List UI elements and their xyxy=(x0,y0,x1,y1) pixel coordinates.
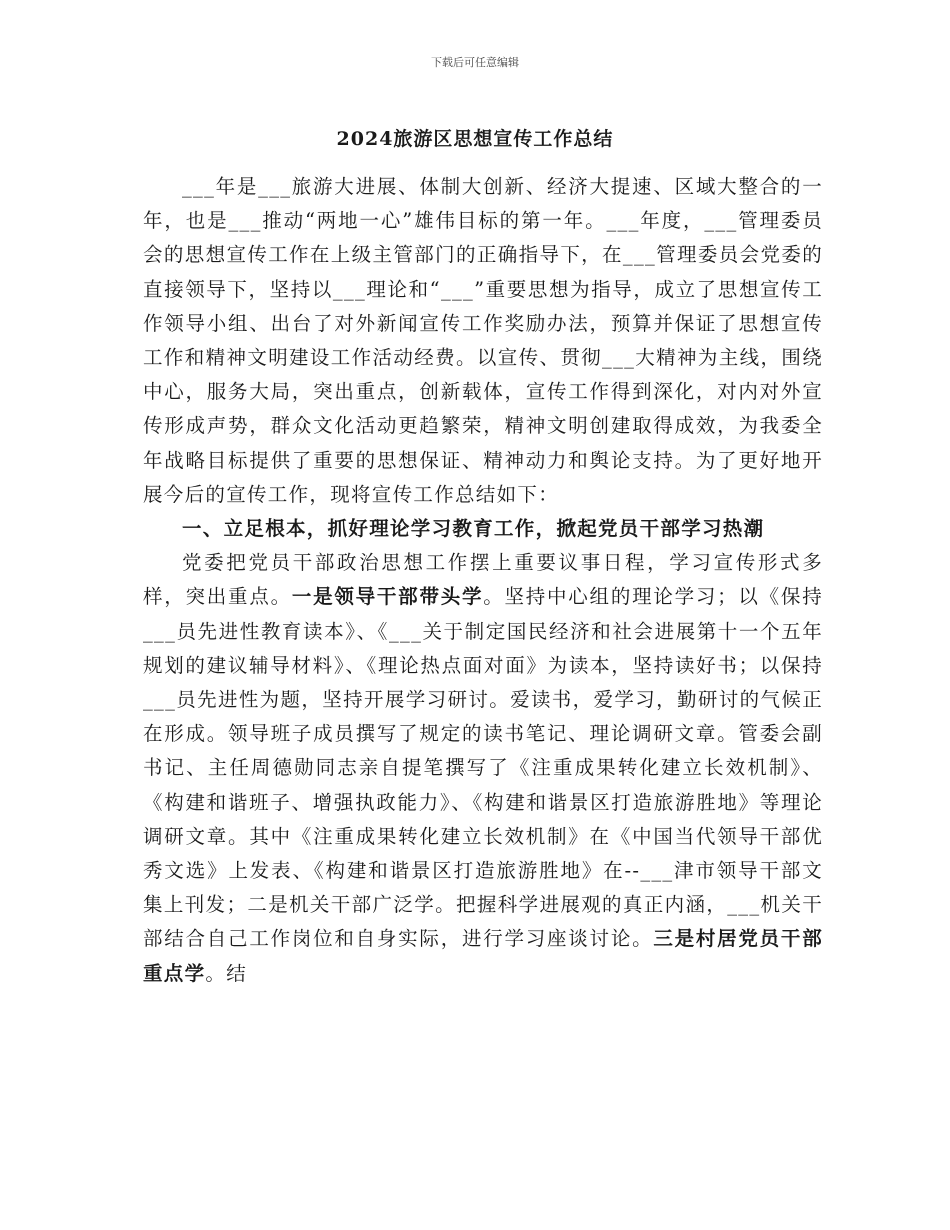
section-1-heading: 一、立足根本，抓好理论学习教育工作，掀起党员干部学习热潮 xyxy=(182,517,765,541)
intro-paragraph: ___年是___旅游大进展、体制大创新、经济大提速、区域大整合的一年，也是___推动“两地一心”雄伟目标的第一年。___年度，___管理委员会的思想宣传工作在上级主管部门的正确指导下，在___管理委员会党委的直接领导下，坚持以___理论和“___”重要思想为指导，成立了思想宣传工作领导小组、出台了对外新闻宣传工作奖励办法，预算并保证了思想宣传工作和精神文明建设工作活动经费。以宣传、贯彻___大精神为主线，围绕中心，服务大局，突出重点，创新载体，宣传工作得到深化，对内对外宣传形成声势，群众文化活动更趋繁荣，精神文明创建取得成效，为我委全年战略目标提供了重要的思想保证、精神动力和舆论支持。为了更好地开展今后的宣传工作，现将宣传工作总结如下： xyxy=(143,175,823,506)
paragraph-tail: 。结 xyxy=(205,961,248,985)
section-1-lead: 党委把党员干部政治思想工作摆上重要议事日程，学习宣传形式多样，突出重点。 xyxy=(143,551,823,609)
page-header-note: 下载后可任意编辑 xyxy=(431,56,519,69)
point-1-label: 一是领导干部带头学 xyxy=(291,585,484,609)
document-body xyxy=(143,170,823,991)
section-1-paragraph xyxy=(143,546,823,991)
point-1-body: 。坚持中心组的理论学习；以《保持___员先进性教育读本》、《___关于制定国民经济和社会进展第十一个五年规划的建议辅导材料》、《理论热点面对面》为读本，坚持读好书；以保持___员先进性为题，坚持开展学习研讨。爱读书，爱学习，勤研讨的气候正在形成。领导班子成员撰写了规定的读书笔记、理论调研文章。管委会副书记、主任周德勋同志亲自提笔撰写了《注重成果转化建立长效机制》、《构建和谐班子、增强执政能力》、《构建和谐景区打造旅游胜地》等理论调研文章。其中《注重成果转化建立长效机制》在《中国当代领导干部优秀文选》上发表、《构建和谐景区打造旅游胜地》在--___津市领导干部文集上刊发；二是机关干部广泛学。把握科学进展观的真正内涵，___机关干部结合自己工作岗位和自身实际，进行学习座谈讨论。 xyxy=(143,585,823,951)
point-3-label: 三是村居党员干部重点学 xyxy=(143,927,823,985)
document-title: 2024旅游区思想宣传工作总结 xyxy=(336,128,614,150)
